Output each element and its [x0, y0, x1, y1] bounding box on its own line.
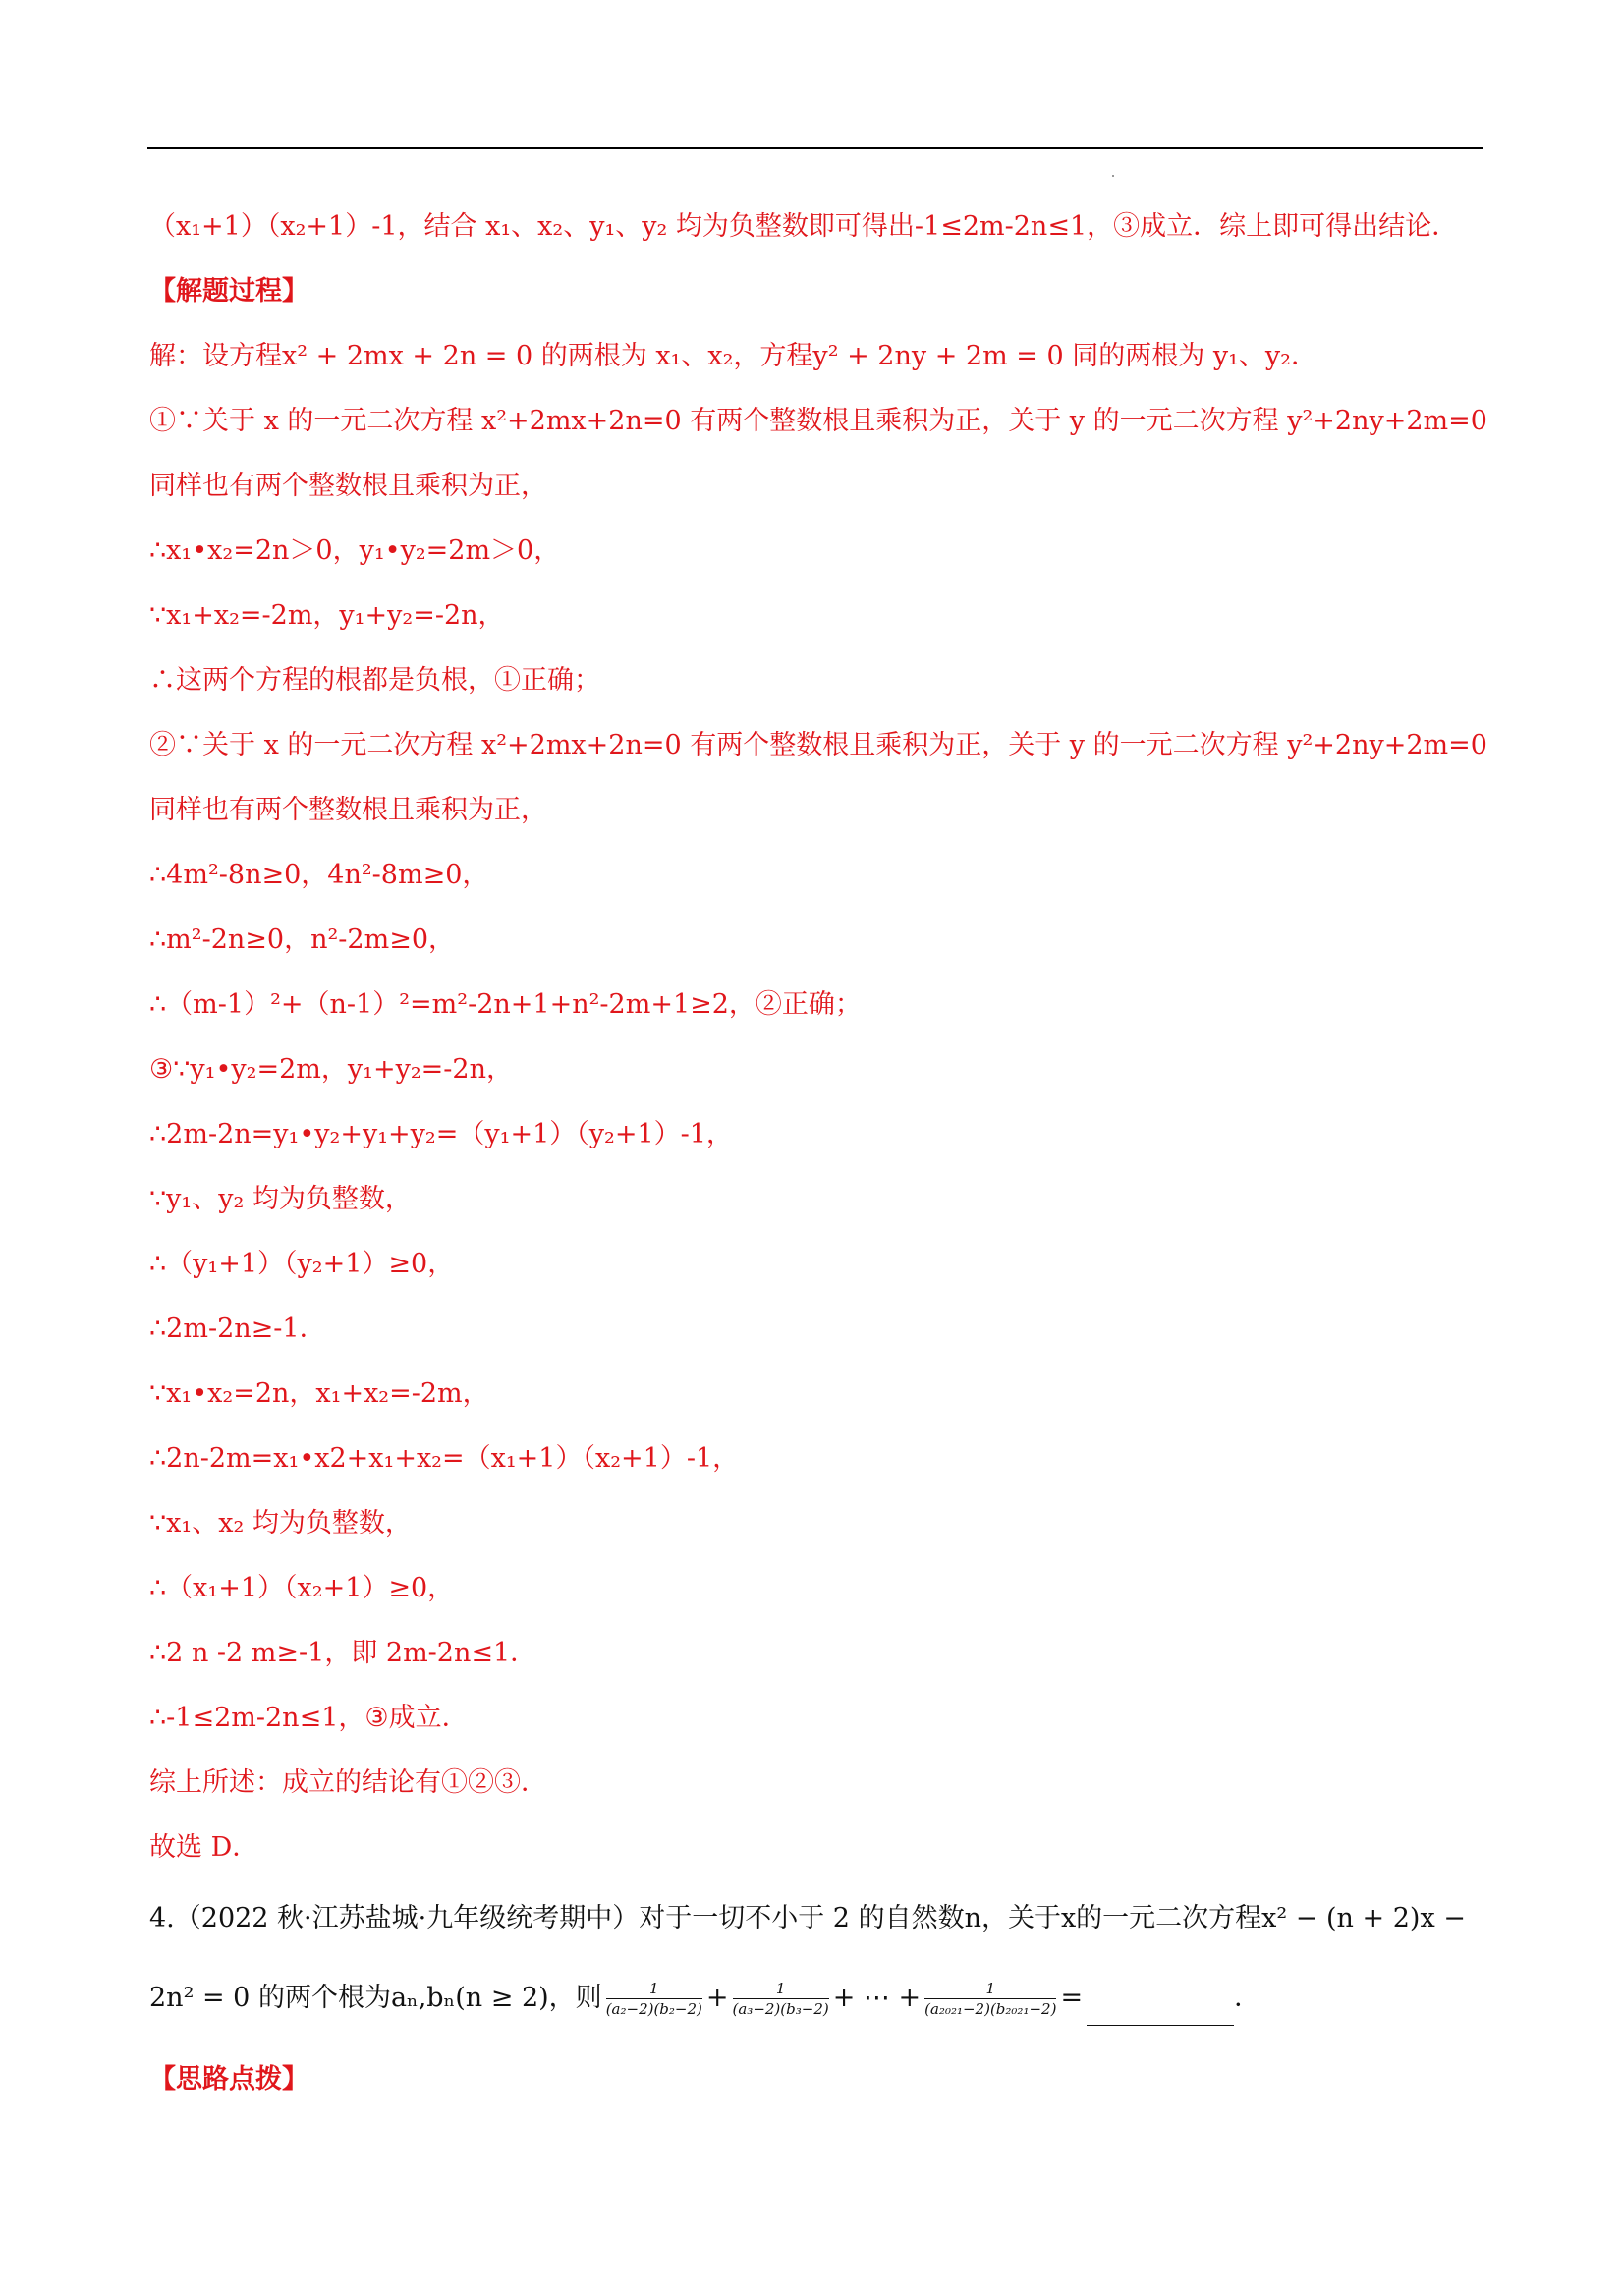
text-line: ∴（m-1）²+（n-1）²=m²-2n+1+n²-2m+1≥2，②正确； [149, 989, 862, 1020]
section-heading: 【解题过程】 [149, 276, 308, 307]
problem-4-line-2 [149, 1971, 1485, 2026]
text-line: ∵x₁+x₂=-2m，y₁+y₂=-2n， [149, 600, 505, 631]
problem-4-line-1: 4.（2022 秋·江苏盐城·九年级统考期中）对于一切不小于 2 的自然数n，关于x的一元二次方程x² − (n + 2)x − [149, 1903, 1466, 1933]
header-rule [147, 147, 1483, 149]
text-line: 综上所述：成立的结论有①②③． [149, 1767, 547, 1798]
fraction-numerator: 1 [606, 1980, 702, 1999]
plus-sign: + [705, 1983, 729, 2013]
equals-sign: = [1060, 1983, 1084, 2013]
text-line: ∴这两个方程的根都是负根，①正确； [149, 665, 600, 696]
text-line: ∴2n-2m=x₁•x2+x₁+x₂=（x₁+1）（x₂+1）-1， [149, 1443, 740, 1474]
text-line: 解：设方程x² + 2mx + 2n = 0 的两根为 x₁、x₂，方程y² + 2ny + 2m = 0 同的两根为 y₁、y₂． [149, 341, 1317, 371]
ellipsis-sum: + ⋯ + [832, 1983, 922, 2013]
text-line: ∴2 n -2 m≥-1，即 2m-2n≤1． [149, 1638, 537, 1668]
text-line: ∴2m-2n≥-1． [149, 1314, 326, 1344]
text-line: ∵x₁、x₂ 均为负整数， [149, 1508, 412, 1539]
text-line: ③∵y₁•y₂=2m，y₁+y₂=-2n， [149, 1054, 513, 1085]
fraction-numerator: 1 [733, 1980, 829, 1999]
fraction-denominator: (a₂−2)(b₂−2) [605, 2000, 702, 2018]
answer-blank[interactable] [1087, 1999, 1234, 2026]
text-line: ∵x₁•x₂=2n，x₁+x₂=-2m， [149, 1378, 489, 1409]
fraction-denominator: (a₂₀₂₁−2)(b₂₀₂₁−2) [924, 2000, 1057, 2018]
problem-4-prefix: 2n² = 0 的两个根为aₙ,bₙ(n ≥ 2)，则 [149, 1983, 602, 2013]
text-line: 同样也有两个整数根且乘积为正， [149, 471, 547, 501]
fraction-denominator: (a₃−2)(b₃−2) [732, 2000, 829, 2018]
period: ． [1234, 1983, 1261, 2013]
fraction-1 [606, 1980, 702, 2018]
text-line: ∴m²-2n≥0，n²-2m≥0， [149, 924, 456, 955]
text-line: ∴4m²-8n≥0，4n²-8m≥0， [149, 860, 489, 890]
text-line: ∵y₁、y₂ 均为负整数， [149, 1184, 412, 1214]
text-line: ∴（y₁+1）（y₂+1）≥0， [149, 1249, 455, 1279]
text-line: ②∵关于 x 的一元二次方程 x²+2mx+2n=0 有两个整数根且乘积为正，关于 y 的一元二次方程 y²+2ny+2m=0 [149, 730, 1487, 760]
text-line: （x₁+1）（x₂+1）-1，结合 x₁、x₂、y₁、y₂ 均为负整数即可得出-1≤2m-2n≤1，③成立．综上即可得出结论． [149, 211, 1459, 242]
header-dot [1112, 175, 1114, 177]
text-line: 同样也有两个整数根且乘积为正， [149, 795, 547, 825]
hint-heading: 【思路点拨】 [149, 2064, 308, 2095]
fraction-numerator: 1 [924, 1980, 1056, 1999]
text-line: ∴x₁•x₂=2n＞0，y₁•y₂=2m＞0， [149, 535, 561, 566]
text-line: ①∵关于 x 的一元二次方程 x²+2mx+2n=0 有两个整数根且乘积为正，关于 y 的一元二次方程 y²+2ny+2m=0 [149, 406, 1487, 436]
text-line: ∴（x₁+1）（x₂+1）≥0， [149, 1573, 455, 1603]
text-line: 故选 D． [149, 1832, 259, 1863]
text-line: ∴2m-2n=y₁•y₂+y₁+y₂=（y₁+1）（y₂+1）-1， [149, 1119, 733, 1149]
fraction-3 [924, 1980, 1056, 2018]
text-line: ∴-1≤2m-2n≤1，③成立． [149, 1703, 469, 1733]
fraction-2 [733, 1980, 829, 2018]
